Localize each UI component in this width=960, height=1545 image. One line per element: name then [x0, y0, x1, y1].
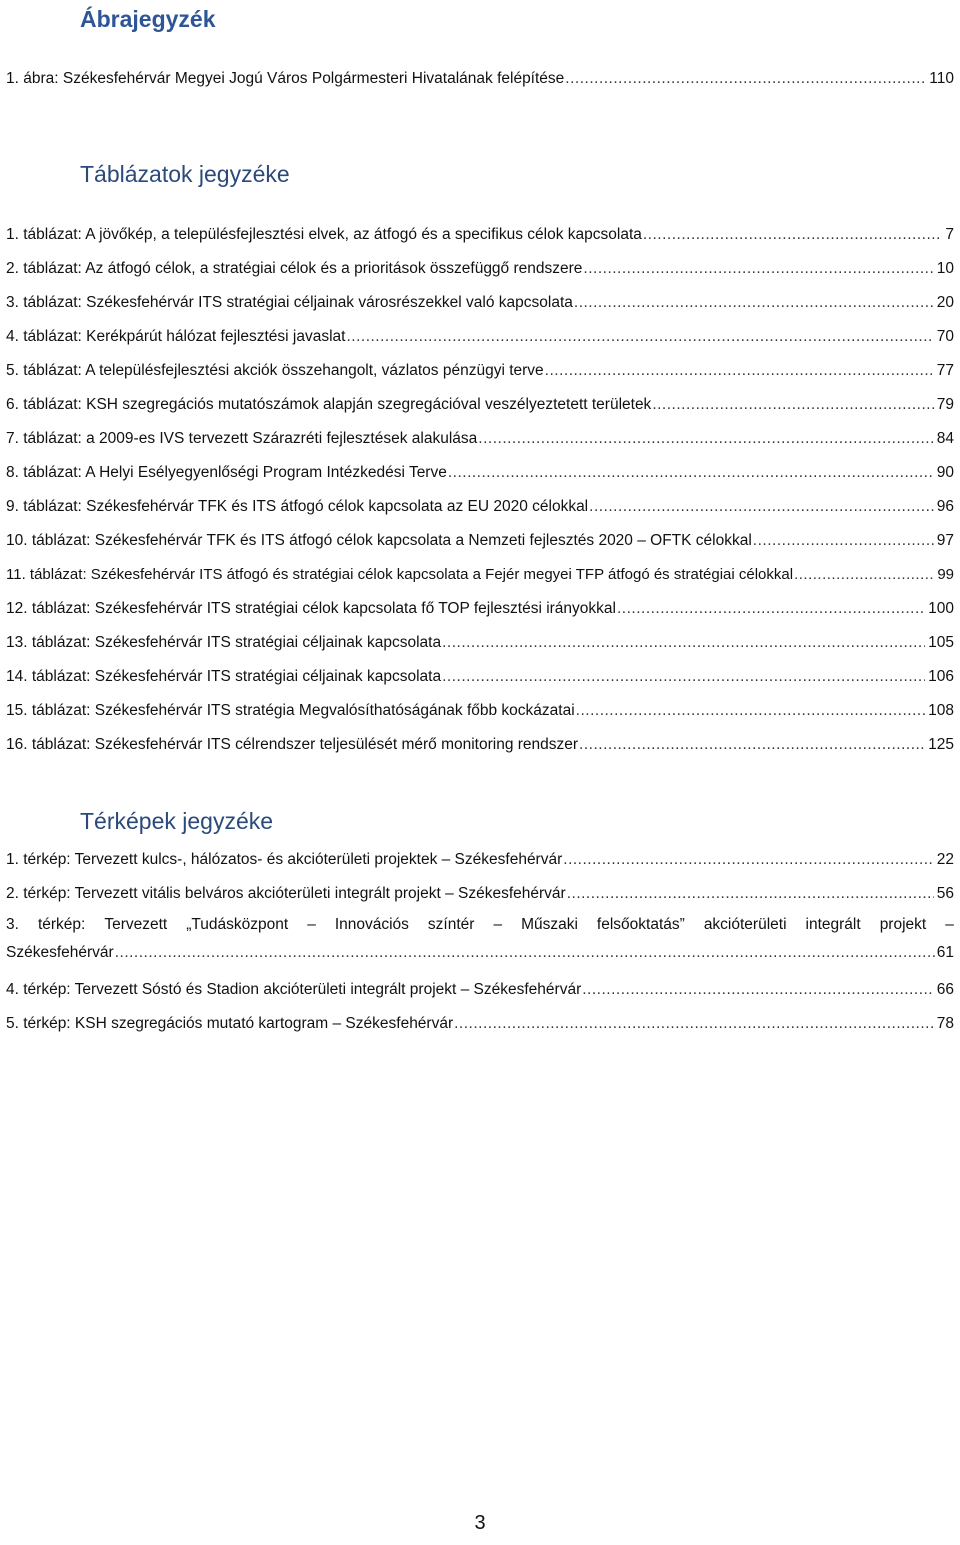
dot-leader	[442, 626, 925, 660]
dot-leader	[574, 286, 934, 320]
entry-title: 15. táblázat: Székesfehérvár ITS stratégia Megvalósíthatóságának főbb kockázatai	[6, 702, 575, 719]
maps-heading: Térképek jegyzéke	[80, 808, 274, 834]
entry-title-word: „Tudásközpont	[186, 916, 289, 933]
dot-leader	[794, 558, 934, 592]
toc-entry[interactable]	[6, 558, 954, 592]
entry-title-line-2	[6, 939, 954, 973]
toc-entry[interactable]	[6, 843, 954, 877]
toc-entry[interactable]	[6, 973, 954, 1007]
dot-leader	[115, 939, 936, 967]
dot-leader	[545, 354, 934, 388]
entry-page-number: 108	[928, 702, 954, 719]
dot-leader	[576, 694, 925, 728]
toc-entry[interactable]	[6, 62, 954, 96]
entry-title: 1. ábra: Székesfehérvár Megyei Jogú Város Polgármesteri Hivatalának felépítése	[6, 70, 565, 87]
entry-title-word: színtér	[427, 916, 475, 933]
figures-heading: Ábrajegyzék	[80, 6, 216, 32]
entry-title: 16. táblázat: Székesfehérvár ITS célrendszer teljesülését mérő monitoring rendszer	[6, 736, 579, 753]
toc-entry[interactable]	[6, 422, 954, 456]
toc-entry[interactable]	[6, 354, 954, 388]
entry-page-number: 99	[937, 566, 954, 583]
entry-title-word: projekt	[879, 916, 927, 933]
entry-title: 9. táblázat: Székesfehérvár TFK és ITS átfogó célok kapcsolata az EU 2020 célokkal	[6, 498, 589, 515]
entry-title-word: 3.	[6, 916, 19, 933]
dot-leader	[567, 877, 934, 911]
entry-page-number: 105	[928, 634, 954, 651]
toc-entry[interactable]	[6, 524, 954, 558]
dot-leader	[643, 218, 943, 252]
entry-title-word: –	[307, 916, 316, 933]
dot-leader	[563, 843, 933, 877]
toc-entry[interactable]	[6, 490, 954, 524]
entry-title: 4. táblázat: Kerékpárút hálózat fejlesztési javaslat	[6, 328, 346, 345]
entry-title-word: –	[945, 916, 954, 933]
dot-leader	[478, 422, 933, 456]
entry-page-number: 125	[928, 736, 954, 753]
entry-page-number: 90	[936, 464, 954, 481]
entry-page-number: 20	[936, 294, 954, 311]
entry-page-number: 78	[936, 1015, 954, 1032]
entry-title: 11. táblázat: Székesfehérvár ITS átfogó és stratégiai célok kapcsolata a Fejér megyei TFP átfogó és stratégiai célokkal	[6, 566, 794, 583]
dot-leader	[652, 388, 933, 422]
dot-leader	[583, 252, 933, 286]
entry-title-line-1	[6, 911, 954, 939]
entry-title: 10. táblázat: Székesfehérvár TFK és ITS átfogó célok kapcsolata a Nemzeti fejlesztés 2020 – OFTK célokkal	[6, 532, 752, 549]
maps-list	[6, 843, 954, 1041]
dot-leader	[442, 660, 925, 694]
toc-entry[interactable]	[6, 694, 954, 728]
toc-entry[interactable]	[6, 388, 954, 422]
entry-title: 13. táblázat: Székesfehérvár ITS stratégiai céljainak kapcsolata	[6, 634, 442, 651]
dot-leader	[589, 490, 934, 524]
entry-title: 1. táblázat: A jövőkép, a településfejlesztési elvek, az átfogó és a specifikus célok kapcsolata	[6, 226, 642, 243]
entry-title-word: Tervezett	[104, 916, 168, 933]
dot-leader	[617, 592, 925, 626]
entry-page-number: 96	[936, 498, 954, 515]
entry-page-number: 77	[936, 362, 954, 379]
entry-title: 6. táblázat: KSH szegregációs mutatószámok alapján szegregációval veszélyeztetett területek	[6, 396, 652, 413]
page-number: 3	[474, 1512, 486, 1534]
entry-title-word: Innovációs	[334, 916, 409, 933]
tables-heading: Táblázatok jegyzéke	[80, 161, 290, 187]
entry-title-word: Műszaki	[521, 916, 578, 933]
entry-page-number: 61	[936, 944, 954, 961]
toc-entry[interactable]	[6, 877, 954, 911]
dot-leader	[346, 320, 933, 354]
toc-entry[interactable]	[6, 286, 954, 320]
entry-title: 5. táblázat: A településfejlesztési akciók összehangolt, vázlatos pénzügyi terve	[6, 362, 544, 379]
dot-leader	[579, 728, 925, 762]
entry-page-number: 10	[936, 260, 954, 277]
tables-list	[6, 218, 954, 762]
entry-title: 14. táblázat: Székesfehérvár ITS stratégiai céljainak kapcsolata	[6, 668, 442, 685]
entry-page-number: 97	[936, 532, 954, 549]
entry-page-number: 79	[936, 396, 954, 413]
entry-page-number: 22	[936, 851, 954, 868]
entry-page-number: 106	[928, 668, 954, 685]
dot-leader	[753, 524, 934, 558]
dot-leader	[454, 1007, 934, 1041]
entry-title: 1. térkép: Tervezett kulcs-, hálózatos- és akcióterületi projektek – Székesfehérvár	[6, 851, 563, 868]
toc-entry[interactable]	[6, 252, 954, 286]
toc-entry-wrapped[interactable]	[6, 911, 954, 973]
entry-page-number: 110	[929, 70, 954, 87]
entry-title: 8. táblázat: A Helyi Esélyegyenlőségi Program Intézkedési Terve	[6, 464, 447, 481]
toc-entry[interactable]	[6, 218, 954, 252]
entry-title-word: akcióterületi	[703, 916, 787, 933]
entry-title: 5. térkép: KSH szegregációs mutató kartogram – Székesfehérvár	[6, 1015, 454, 1032]
entry-title: 12. táblázat: Székesfehérvár ITS stratégiai célok kapcsolata fő TOP fejlesztési irányokkal	[6, 600, 616, 617]
toc-entry[interactable]	[6, 626, 954, 660]
figures-list	[6, 62, 954, 96]
entry-title: 7. táblázat: a 2009-es IVS tervezett Szárazréti fejlesztések alakulása	[6, 430, 478, 447]
entry-title-word: felsőoktatás”	[596, 916, 685, 933]
toc-entry[interactable]	[6, 456, 954, 490]
toc-entry[interactable]	[6, 1007, 954, 1041]
entry-page-number: 7	[945, 226, 954, 243]
entry-title-word: –	[493, 916, 503, 933]
entry-page-number: 100	[928, 600, 954, 617]
entry-title: 2. táblázat: Az átfogó célok, a stratégiai célok és a prioritások összefüggő rendszere	[6, 260, 583, 277]
entry-title: 2. térkép: Tervezett vitális belváros akcióterületi integrált projekt – Székesfehérvár	[6, 885, 566, 902]
toc-entry[interactable]	[6, 660, 954, 694]
entry-title: 3. táblázat: Székesfehérvár ITS stratégiai céljainak városrészekkel való kapcsolata	[6, 294, 573, 311]
toc-entry[interactable]	[6, 320, 954, 354]
dot-leader	[565, 62, 926, 96]
entry-page-number: 66	[936, 981, 954, 998]
entry-page-number: 56	[936, 885, 954, 902]
dot-leader	[448, 456, 934, 490]
entry-title-continuation: Székesfehérvár	[6, 944, 114, 961]
entry-title-word: térkép:	[37, 916, 86, 933]
entry-page-number: 70	[936, 328, 954, 345]
toc-entry[interactable]	[6, 592, 954, 626]
entry-title-word: integrált	[805, 916, 861, 933]
entry-page-number: 84	[936, 430, 954, 447]
dot-leader	[582, 973, 934, 1007]
entry-title: 4. térkép: Tervezett Sóstó és Stadion akcióterületi integrált projekt – Székesfehérvár	[6, 981, 582, 998]
toc-entry[interactable]	[6, 728, 954, 762]
